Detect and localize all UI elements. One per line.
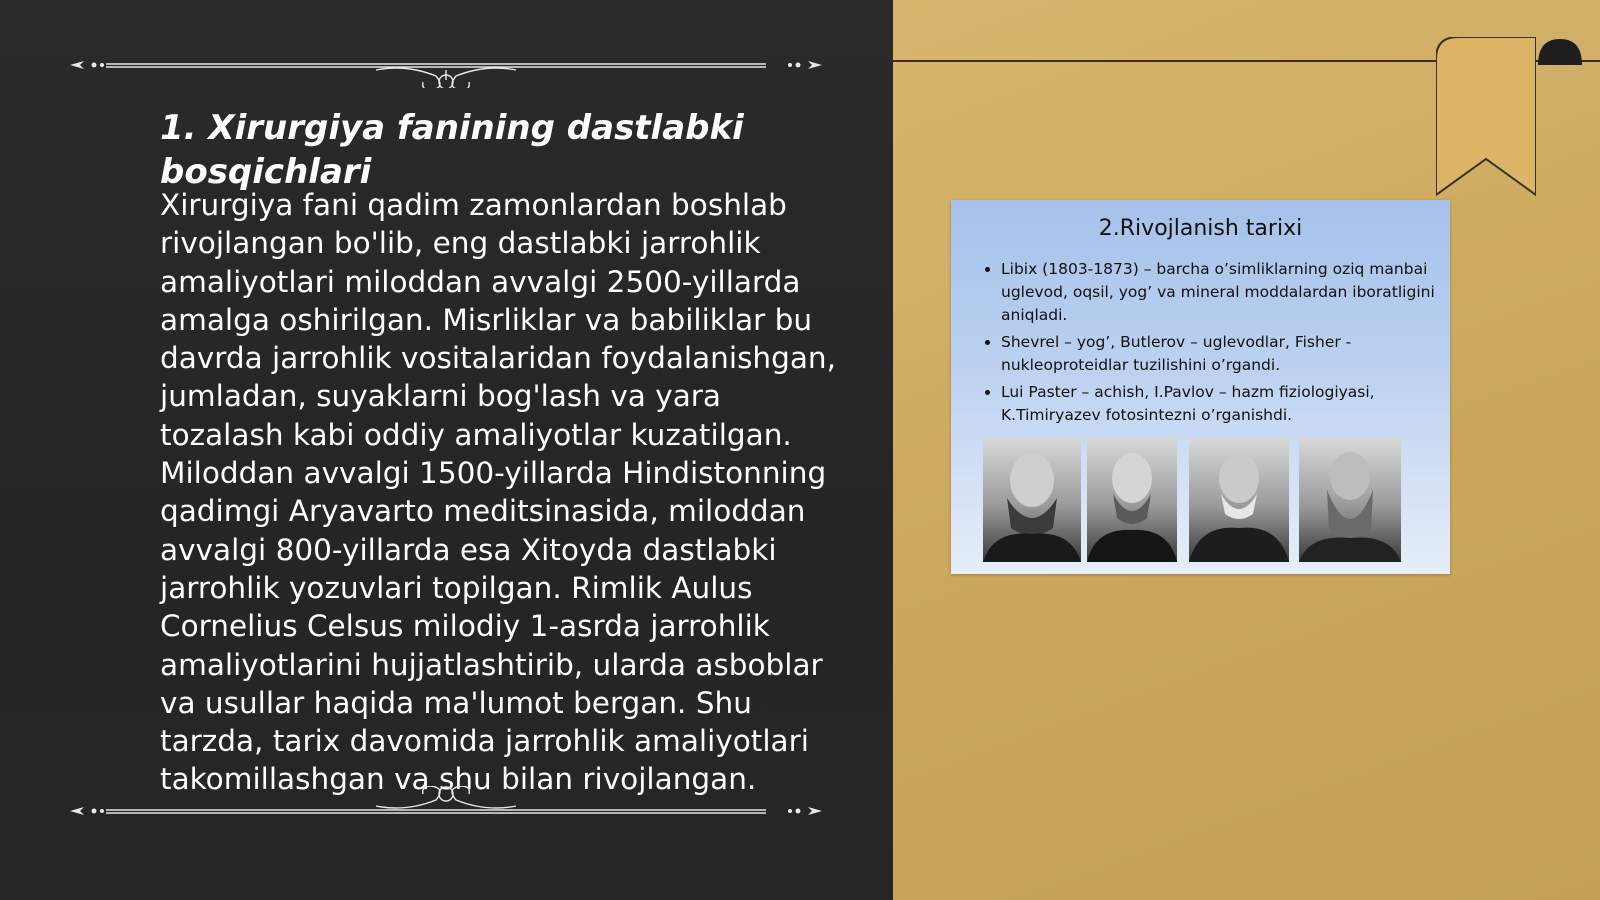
ornament-top-border-icon: [66, 48, 826, 88]
card-bullet-3: • Lui Paster – achish, I.Pavlov – hazm fiziologiyasi, K.Timiryazev fotosintezni o’rganishdi.: [1001, 381, 1441, 427]
card-bullet-2: • Shevrel – yog’, Butlerov – uglevodlar, Fisher - nukleoproteidlar tuzilishini o’rgandi.: [1001, 331, 1441, 377]
slide-title: 1. Xirurgiya fanining dastlabki bosqichlari: [160, 108, 744, 192]
card-bullet-1: • Libix (1803-1873) – barcha o’simliklarning oziq manbai uglevod, oqsil, yog’ va mineral moddalardan iboratligini aniqladi.: [1001, 258, 1441, 327]
card-bullet-list: [981, 258, 1441, 431]
ornament-bottom-border-icon: [66, 786, 826, 826]
ribbon-bookmark-icon: [1436, 37, 1536, 197]
portrait-photo-4: [1299, 438, 1401, 562]
portrait-photo-1: [983, 438, 1081, 562]
card-title: 2.Rivojlanish tarixi: [1098, 216, 1303, 241]
bookmark-curl-icon: [1534, 37, 1586, 67]
slide-body-text: Xirurgiya fani qadim zamonlardan boshlab rivojlangan bo'lib, eng dastlabki jarrohlik amaliyotlari miloddan avvalgi 2500-yillarda amalga oshirilgan. Misrliklar va babiliklar bu davrda jarrohlik vositalaridan foydalanishgan, jumladan, suyaklarni bog'lash va yara tozalash kabi oddiy amaliyotlar kuzatilgan. Miloddan avvalgi 1500-yillarda Hindistonning qadimgi Aryavarto meditsinasida, miloddan avvalgi 800-yillarda esa Xitoyda dastlabki jarrohlik yozuvlari topilgan. Rimlik Aulus Cornelius Celsus milodiy 1-asrda jarrohlik amaliyotlarini hujjatlashtirib, ularda asboblar va usullar haqida ma'lumot bergan. Shu tarzda, tarix davomida jarrohlik amaliyotlari takomillashgan va shu bilan rivojlangan.: [160, 188, 837, 797]
portrait-row: [983, 436, 1413, 564]
portrait-photo-2: [1087, 438, 1177, 562]
portrait-photo-3: [1189, 438, 1289, 562]
history-image-card: [951, 200, 1450, 574]
